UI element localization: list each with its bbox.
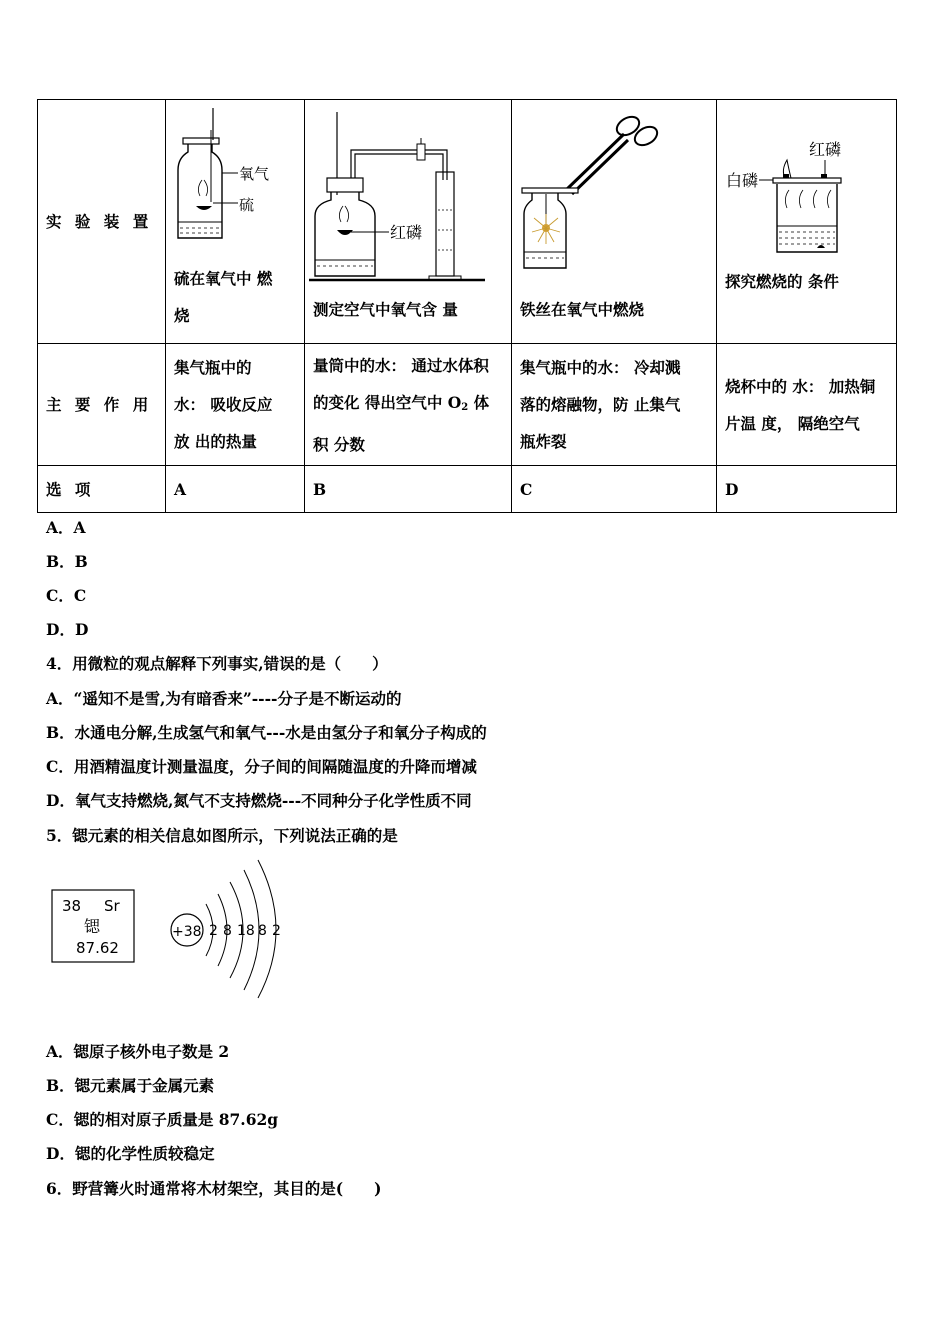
exp2-caption: 测定空气中氧气含 量 [313,300,458,319]
exp4-caption: 探究燃烧的 条件 [725,272,839,291]
row-label-apparatus: 实 验 装 置 [38,100,166,344]
q4-stem: 4．用微粒的观点解释下列事实,错误的是（ ） [46,654,388,673]
label-oxygen: 氧气 [239,165,270,183]
element-name: 锶 [84,917,101,936]
exp4-role [717,344,897,466]
q4-option-d[interactable]: D．氧气支持燃烧,氮气不支持燃烧---不同种分子化学性质不同 [46,791,472,810]
strontium-info-figure [50,852,290,1002]
exp1-cell [166,100,305,344]
exp3-role [512,344,717,466]
exp1-option: A [166,466,305,513]
q5-option-c[interactable]: C．锶的相对原子质量是 87.62g [46,1110,279,1129]
exp3-option: C [512,466,717,513]
q4-option-b[interactable]: B．水通电分解,生成氢气和氧气---水是由氢分子和氧分子构成的 [46,723,487,742]
atomic-mass: 87.62 [76,939,119,957]
label-red-phosphorus: 红磷 [390,223,423,242]
label-white-phosphorus: 白磷 [726,171,759,190]
element-symbol: Sr [104,897,120,915]
exp1-role-line1: 集气瓶中的 [174,358,252,377]
q6-stem: 6．野营篝火时通常将木材架空，其目的是( ) [46,1179,382,1198]
q5-option-b[interactable]: B．锶元素属于金属元素 [46,1076,215,1095]
exp1-caption-line1: 硫在氧气中 燃 [174,269,273,288]
exp4-role-line1: 烧杯中的 水： 加热铜 [725,376,876,396]
oxygen-content-apparatus [305,100,512,290]
exp3-cell [512,100,717,344]
shell-2-electrons: 8 [223,923,232,939]
exp3-role-line3: 瓶炸裂 [520,432,567,451]
row-label-option: 选 项 [38,466,166,513]
exp4-role-line2: 片温 度， 隔绝空气 [725,413,860,433]
experiment-table [37,99,897,513]
exp1-role-line3: 放 出的热量 [174,432,257,451]
q5-option-a[interactable]: A．锶原子核外电子数是 2 [46,1042,230,1061]
atomic-number: 38 [62,897,82,915]
exp1-role [166,344,305,466]
nucleus-charge: +38 [172,924,202,940]
iron-wire-burning-apparatus [512,100,717,275]
exp4-option: D [717,466,897,513]
exp1-caption-line2: 烧 [174,306,190,325]
shell-5-electrons: 2 [272,923,281,939]
exp2-role [305,344,512,466]
q5-option-d[interactable]: D．锶的化学性质较稳定 [46,1144,215,1163]
label-red-phosphorus-4: 红磷 [809,140,842,159]
q3-option-b[interactable]: B．B [46,552,88,571]
exp2-role-line3: 积 分数 [313,434,365,454]
label-sulfur: 硫 [239,196,255,214]
q4-option-a[interactable]: A．“遥知不是雪,为有暗香来”----分子是不断运动的 [46,689,402,708]
q4-option-c[interactable]: C．用酒精温度计测量温度，分子间的间隔随温度的升降而增减 [46,757,477,776]
q3-option-d[interactable]: D．D [46,620,89,639]
q3-option-a[interactable]: A．A [46,518,86,537]
shell-1-electrons: 2 [209,923,218,939]
combustion-conditions-apparatus [717,100,897,275]
exp4-cell [717,100,897,344]
exp3-caption: 铁丝在氧气中燃烧 [520,300,645,319]
exp2-option: B [305,466,512,513]
exp3-role-line2: 落的熔融物，防 止集气 [520,395,681,414]
q3-option-c[interactable]: C．C [46,586,87,605]
exp2-role-line1: 量筒中的水： 通过水体积 [313,355,489,375]
exp1-role-line2: 水： 吸收反应 [174,395,273,414]
shell-4-electrons: 8 [258,923,267,939]
shell-3-electrons: 18 [237,923,255,939]
exp2-cell [305,100,512,344]
exp3-role-line1: 集气瓶中的水： 冷却溅 [520,358,681,377]
exp2-role-line2: 的变化 得出空气中 $O_2$ 体 [313,392,490,413]
sulfur-burning-apparatus [166,100,305,250]
row-label-role: 主 要 作 用 [38,344,166,466]
q5-stem: 5．锶元素的相关信息如图所示，下列说法正确的是 [46,826,398,845]
